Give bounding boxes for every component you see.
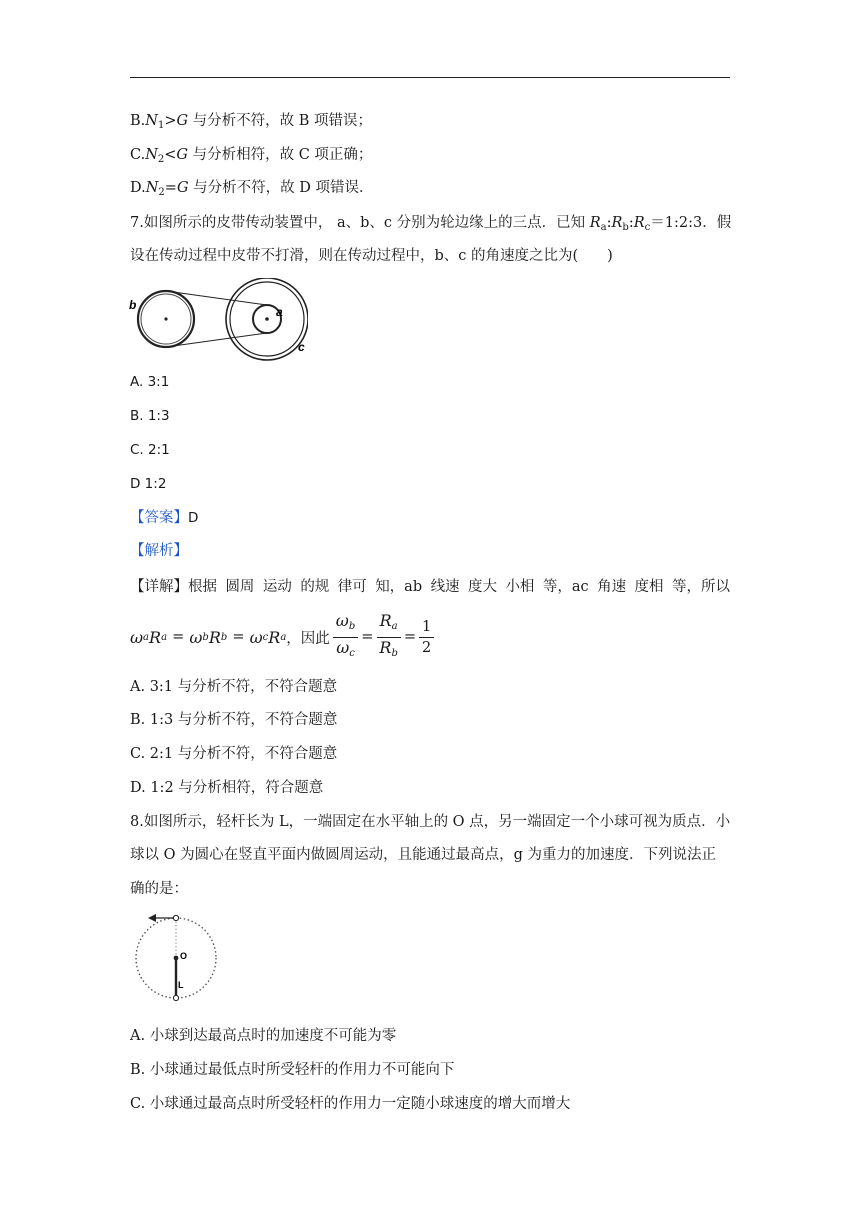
analysis-line	[130, 541, 188, 561]
analysis-tag: 【解析】	[130, 543, 188, 559]
label-b: b	[129, 298, 137, 312]
q8-stem-line1: 8.如图所示，轻杆长为 L，一端固定在水平轴上的 O 点，另一端固定一个小球可视为质点．小	[130, 814, 731, 830]
analysis-option-a: A. 3:1 与分析不符，不符合题意	[130, 679, 338, 695]
fraction-omega: $\frac{\omega_b}{\omega_c}$	[333, 611, 358, 664]
q8-option-c: C. 小球通过最高点时所受轻杆的作用力一定随小球速度的增大而增大	[130, 1096, 571, 1112]
header-rule	[130, 77, 730, 78]
label-l: L	[178, 980, 184, 990]
q7-option-b: B. 1:3	[130, 408, 170, 424]
q7-option-c: C. 2:1	[130, 442, 170, 458]
fraction-radius: $\frac{R_a}{R_b}$	[376, 611, 400, 664]
q7-option-d: D 1:2	[130, 476, 167, 492]
q7-option-a: A. 3:1	[130, 374, 170, 390]
q6-option-d: $D.N_2=G$ 与分析不符，故 D 项错误．	[130, 180, 374, 198]
label-a: a	[276, 305, 283, 319]
fraction-result: $\frac{1}{2}$	[419, 617, 434, 658]
q8-stem-line3: 确的是：	[130, 881, 188, 897]
q6-option-c: $C.N_2<G$ 与分析相符，故 C 项正确；	[130, 147, 373, 165]
q6-option-b: $B.N_1>G$ 与分析不符，故 B 项错误；	[130, 113, 373, 131]
q7-stem-line2: 设在传动过程中皮带不打滑，则在传动过程中，b、c 的角速度之比为( )	[130, 248, 613, 264]
q8-option-a: A. 小球到达最高点时的加速度不可能为零	[130, 1028, 397, 1044]
q8-option-b: B. 小球通过最低点时所受轻杆的作用力不可能向下	[130, 1062, 455, 1078]
belt-drive-figure	[128, 278, 308, 374]
label-c: c	[298, 340, 305, 354]
rod-circle-figure	[130, 908, 225, 1008]
answer-tag: 【答案】	[130, 510, 188, 526]
answer-value: D	[188, 510, 199, 526]
analysis-option-b: B. 1:3 与分析不符，不符合题意	[130, 712, 338, 728]
formula: ω a R a = ω b R b = ω c R a ，因此 $\frac{\omega_b}{\omega_c}$ = $\frac{R_a}{R_b}$ = $\frac{1}{2}$	[130, 612, 437, 662]
answer-line	[130, 508, 198, 528]
detail-line: 【详解】根据 圆周 运动 的规 律可 知，ab 线速 度大 小相 等，ac 角速 度相 等，所以	[130, 579, 730, 595]
label-o: O	[180, 951, 188, 961]
analysis-option-d: D. 1:2 与分析相符，符合题意	[130, 780, 324, 796]
analysis-option-c: C. 2:1 与分析不符，不符合题意	[130, 746, 338, 762]
q7-stem-line1: 7.如图所示的皮带传动装置中， a、b、c 分别为轮边缘上的三点．已知 $R_a:R_b:R_c=1:2:3$．假	[130, 215, 732, 233]
q8-stem-line2: 球以 O 为圆心在竖直平面内做圆周运动，且能通过最高点，g 为重力的加速度．下列说法正	[130, 847, 716, 863]
